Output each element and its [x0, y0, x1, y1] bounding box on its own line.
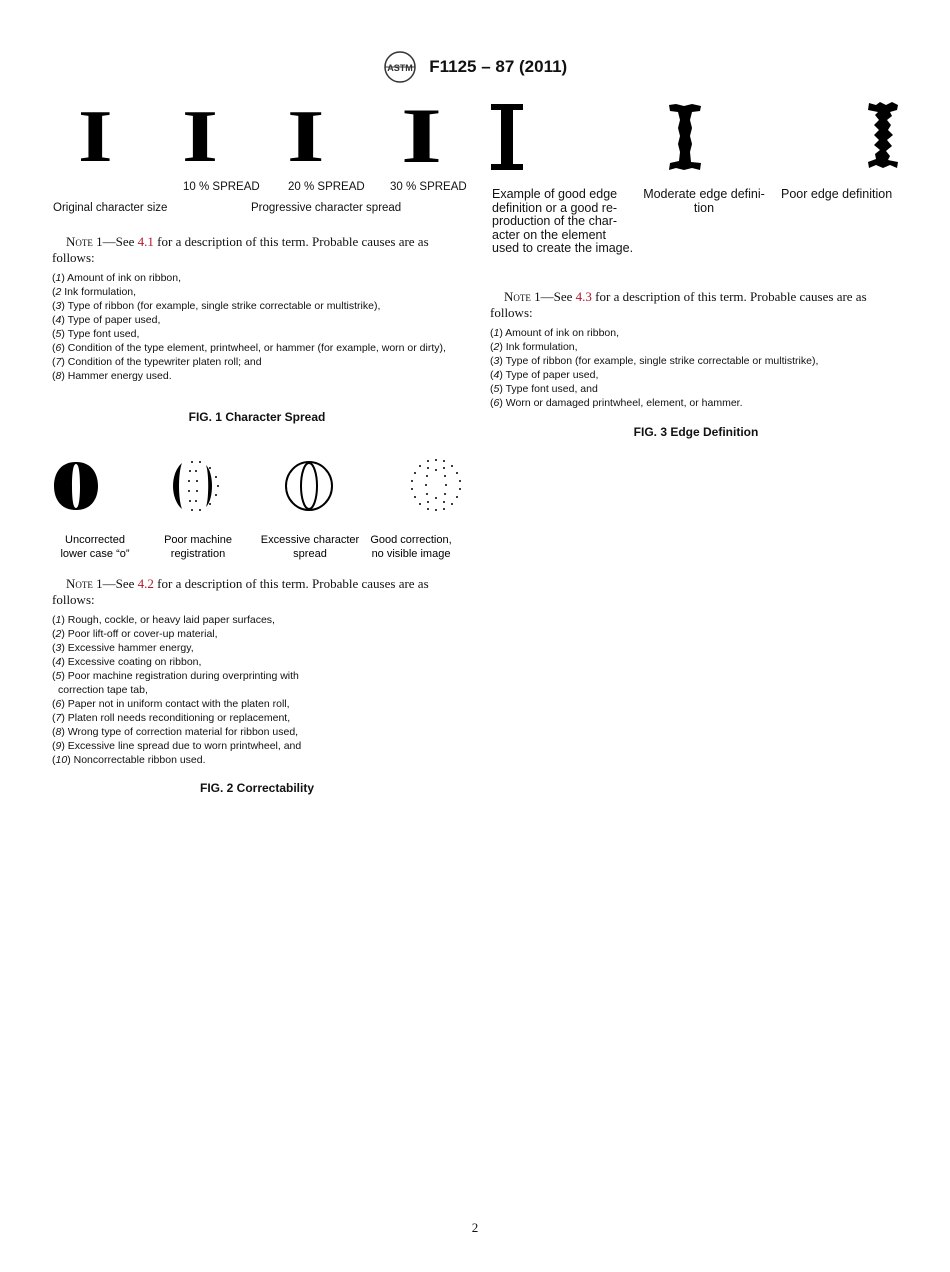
list-item: (4) Type of paper used, — [52, 314, 161, 326]
note-number: 1—See — [92, 234, 138, 249]
list-item: (9) Excessive line spread due to worn printwheel, and — [52, 740, 302, 752]
fig1-progressive-label: Progressive character spread — [251, 202, 402, 214]
fig2-excessive-spread — [284, 460, 334, 512]
list-item: (6) Worn or damaged printwheel, element, or hammer. — [490, 397, 743, 409]
fig1-spread-label-10: 10 % SPREAD — [183, 181, 260, 193]
note-prefix: Note — [66, 234, 93, 249]
list-item: (6) Paper not in uniform contact with the platen roll, — [52, 698, 290, 710]
fig3-label-good: Example of good edge definition or a good re- production of the char- acter on the element used to create the image. — [492, 187, 634, 255]
fig1-cause-list — [52, 271, 464, 383]
list-item: (4) Type of paper used, — [490, 369, 599, 381]
list-item: (3) Type of ribbon (for example, single strike correctable or multistrike), — [490, 355, 819, 367]
fig2-good-correction — [410, 458, 462, 512]
fig1-original-label: Original character size — [53, 202, 168, 214]
fig2-note — [52, 576, 462, 608]
list-item: (1) Amount of ink on ribbon, — [52, 272, 181, 284]
page-header — [0, 50, 950, 86]
fig1-spread-label-20: 20 % SPREAD — [288, 181, 365, 193]
fig1-glyph-10: I — [182, 96, 219, 178]
fig2-poor-registration — [170, 459, 222, 513]
fig2-label-uncorrected: Uncorrected lower case “o” — [60, 534, 130, 560]
list-item: (3) Excessive hammer energy, — [52, 642, 194, 654]
fig3-caption: FIG. 3 Edge Definition — [633, 425, 759, 439]
note-prefix: Note — [66, 576, 93, 591]
fig3-cause-list — [490, 326, 902, 410]
fig1-glyph-30: I — [401, 92, 442, 179]
fig1-glyph-20: I — [287, 96, 325, 178]
list-item: (1) Rough, cockle, or heavy laid paper surfaces, — [52, 614, 275, 626]
list-item: (5) Type font used, — [52, 328, 140, 340]
fig3-glyph-good — [490, 104, 524, 170]
fig1-spread-label-30: 30 % SPREAD — [390, 181, 467, 193]
list-item: (7) Condition of the typewriter platen roll; and — [52, 356, 262, 368]
note-prefix: Note — [504, 289, 531, 304]
section-ref-4-3[interactable]: 4.3 — [575, 289, 592, 304]
fig3-note — [490, 289, 900, 321]
list-item: (2) Ink formulation, — [490, 341, 578, 353]
list-item: (10) Noncorrectable ribbon used. — [52, 754, 206, 766]
page-number: 2 — [471, 1220, 479, 1235]
fig2-caption: FIG. 2 Correctability — [199, 781, 315, 795]
list-item: (2 Ink formulation, — [52, 286, 137, 298]
fig2-label-excessive-spread: Excessive character spread — [260, 534, 360, 560]
fig3-glyph-moderate — [668, 104, 702, 170]
list-item: (7) Platen roll needs reconditioning or replacement, — [52, 712, 291, 724]
list-item: (3) Type of ribbon (for example, single strike correctable or multistrike), — [52, 300, 381, 312]
astm-logo — [383, 50, 417, 84]
section-ref-4-2[interactable]: 4.2 — [137, 576, 154, 591]
section-ref-4-1[interactable]: 4.1 — [137, 234, 154, 249]
fig3-glyph-poor — [866, 102, 900, 168]
fig3-label-moderate: Moderate edge defini- tion — [643, 187, 765, 215]
fig2-label-poor-registration: Poor machine registration — [164, 534, 232, 560]
fig3-label-poor: Poor edge definition — [781, 187, 893, 201]
list-item: (2) Poor lift-off or cover-up material, — [52, 628, 218, 640]
fig2-uncorrected-o — [52, 460, 100, 512]
fig1-glyph-original: I — [78, 96, 113, 178]
list-item: (6) Condition of the type element, printwheel, or hammer (for example, worn or dirty), — [52, 342, 446, 354]
list-item: (8) Wrong type of correction material for ribbon used, — [52, 726, 299, 738]
list-item: (4) Excessive coating on ribbon, — [52, 656, 202, 668]
list-item: (5) Type font used, and — [490, 383, 598, 395]
note-number: 1—See — [530, 289, 576, 304]
fig1-note — [52, 234, 462, 266]
fig1-caption: FIG. 1 Character Spread — [188, 410, 326, 424]
logo-text: ASTM — [387, 63, 413, 73]
note-text: for a description of this term. Probable causes are as follows: — [490, 289, 867, 320]
fig2-label-good-correction: Good correction, no visible image — [370, 534, 452, 560]
note-text: for a description of this term. Probable causes are as follows: — [52, 234, 429, 265]
list-item: (8) Hammer energy used. — [52, 370, 172, 382]
note-number: 1—See — [92, 576, 138, 591]
document-designation: F1125 – 87 (2011) — [429, 57, 568, 76]
list-item: (5) Poor machine registration during overprinting with correction tape tab, — [52, 670, 299, 696]
note-text: for a description of this term. Probable causes are as follows: — [52, 576, 429, 607]
fig2-cause-list — [52, 613, 342, 767]
list-item: (1) Amount of ink on ribbon, — [490, 327, 619, 339]
